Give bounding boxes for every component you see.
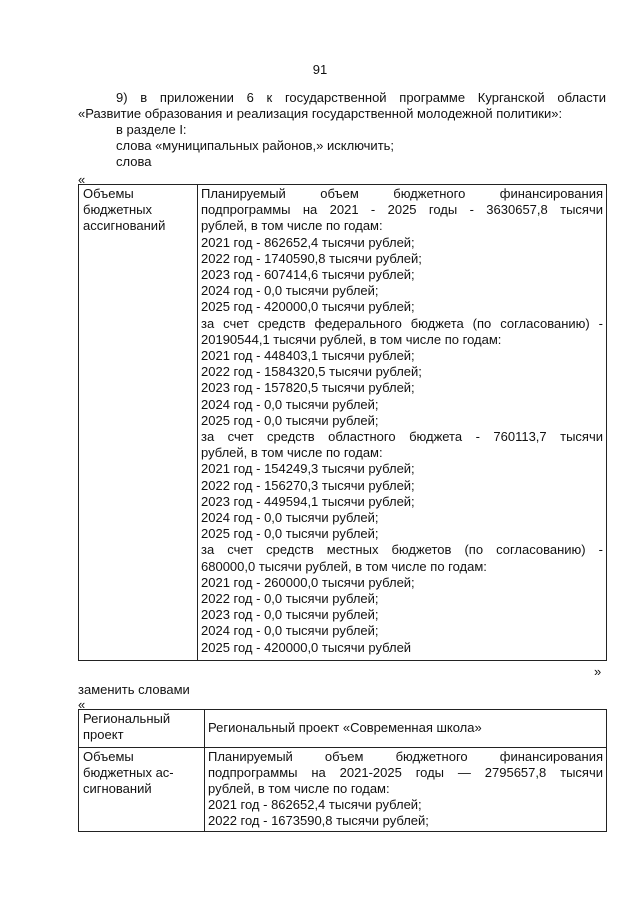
budget-line: 2022 год - 1740590,8 тысячи рублей; xyxy=(201,250,422,266)
budget-line: 2022 год - 156270,3 тысячи рублей; xyxy=(201,477,415,493)
budget-line: 2024 год - 0,0 тысячи рублей; xyxy=(201,510,379,526)
intro-words-line: слова xyxy=(116,154,152,169)
budget-line: 2023 год - 449594,1 тысячи рублей; xyxy=(201,493,415,509)
budget-label-line: ассигнований xyxy=(83,218,166,233)
quote-open-1: « xyxy=(78,172,86,187)
budget-line: 2025 год - 420000,0 тысячи рублей; xyxy=(201,299,415,315)
budget-line: 2025 год - 0,0 тысячи рублей; xyxy=(201,526,379,542)
budget-line: за счет средств местных бюджетов (по согласованию) - xyxy=(201,542,603,558)
intro-paragraph-line-1: 9) в приложении 6 к государственной программе Курганской области xyxy=(116,90,606,105)
budget-line: 2022 год - 1584320,5 тысячи рублей; xyxy=(201,364,422,380)
budget-label-cell-new xyxy=(79,748,205,832)
budget-line: 2023 год - 607414,6 тысячи рублей; xyxy=(201,267,415,283)
budget-line: 2022 год - 0,0 тысячи рублей; xyxy=(201,591,379,607)
budget-line: 2023 год - 157820,5 тысячи рублей; xyxy=(201,380,415,396)
budget-line: 2025 год - 0,0 тысячи рублей; xyxy=(201,412,379,428)
budget-line: за счет средств федерального бюджета (по согласованию) - xyxy=(201,315,603,331)
budget-value-cell xyxy=(198,185,607,661)
budget-line: рублей, в том числе по годам: xyxy=(201,445,383,461)
regional-project-value-cell xyxy=(205,710,607,748)
budget-line: 2023 год - 0,0 тысячи рублей; xyxy=(201,607,379,623)
budget-table-new xyxy=(78,709,607,832)
budget-label-cell xyxy=(79,185,198,661)
replace-with-text: заменить словами xyxy=(78,682,190,697)
budget-line: подпрограммы на 2021-2025 годы — 2795657,8 тысячи xyxy=(208,765,603,780)
budget-line: 2021 год - 862652,4 тысячи рублей; xyxy=(208,797,422,812)
budget-line: подпрограммы на 2021 - 2025 годы - 3630657,8 тысячи xyxy=(201,202,603,218)
budget-line: за счет средств областного бюджета - 760113,7 тысячи xyxy=(201,429,603,445)
budget-line: 2025 год - 420000,0 тысячи рублей xyxy=(201,639,412,655)
budget-line: 680000,0 тысячи рублей, в том числе по годам: xyxy=(201,558,487,574)
budget-label-line: сигнований xyxy=(83,781,152,796)
budget-label-line: Объемы xyxy=(83,749,134,764)
budget-line: 2021 год - 260000,0 тысячи рублей; xyxy=(201,574,415,590)
budget-line: Планируемый объем бюджетного финансирования xyxy=(201,186,603,201)
budget-line: 2021 год - 154249,3 тысячи рублей; xyxy=(201,461,415,477)
budget-line: 20190544,1 тысячи рублей, в том числе по годам: xyxy=(201,331,502,347)
quote-close-1: » xyxy=(594,664,602,679)
regional-project-label-line: проект xyxy=(83,727,124,742)
regional-project-value: Региональный проект «Современная школа» xyxy=(208,720,482,735)
intro-text xyxy=(78,90,606,170)
quote-open-2: « xyxy=(78,697,86,712)
budget-table-old xyxy=(78,184,607,661)
budget-line: 2024 год - 0,0 тысячи рублей; xyxy=(201,623,379,639)
budget-line: 2022 год - 1673590,8 тысячи рублей; xyxy=(208,813,429,828)
budget-line: 2024 год - 0,0 тысячи рублей; xyxy=(201,283,379,299)
budget-line: рублей, в том числе по годам: xyxy=(208,781,390,796)
budget-label-line: бюджетных ас- xyxy=(83,765,174,780)
budget-line: Планируемый объем бюджетного финансирования xyxy=(208,749,603,764)
intro-remove-words-line: слова «муниципальных районов,» исключить; xyxy=(116,138,395,153)
budget-line: рублей, в том числе по годам: xyxy=(201,218,383,234)
regional-project-label-line: Региональный xyxy=(83,711,171,726)
budget-label-line: бюджетных xyxy=(83,202,152,217)
budget-value-cell-new xyxy=(205,748,607,832)
regional-project-label-cell xyxy=(79,710,205,748)
intro-section-line: в разделе I: xyxy=(116,122,187,137)
budget-label-line: Объемы xyxy=(83,186,134,201)
intro-paragraph-line-2: «Развитие образования и реализация государственной молодежной политики»: xyxy=(78,106,563,121)
budget-line: 2021 год - 448403,1 тысячи рублей; xyxy=(201,348,415,364)
budget-line: 2024 год - 0,0 тысячи рублей; xyxy=(201,396,379,412)
budget-line: 2021 год - 862652,4 тысячи рублей; xyxy=(201,234,415,250)
page-number: 91 xyxy=(312,62,328,77)
